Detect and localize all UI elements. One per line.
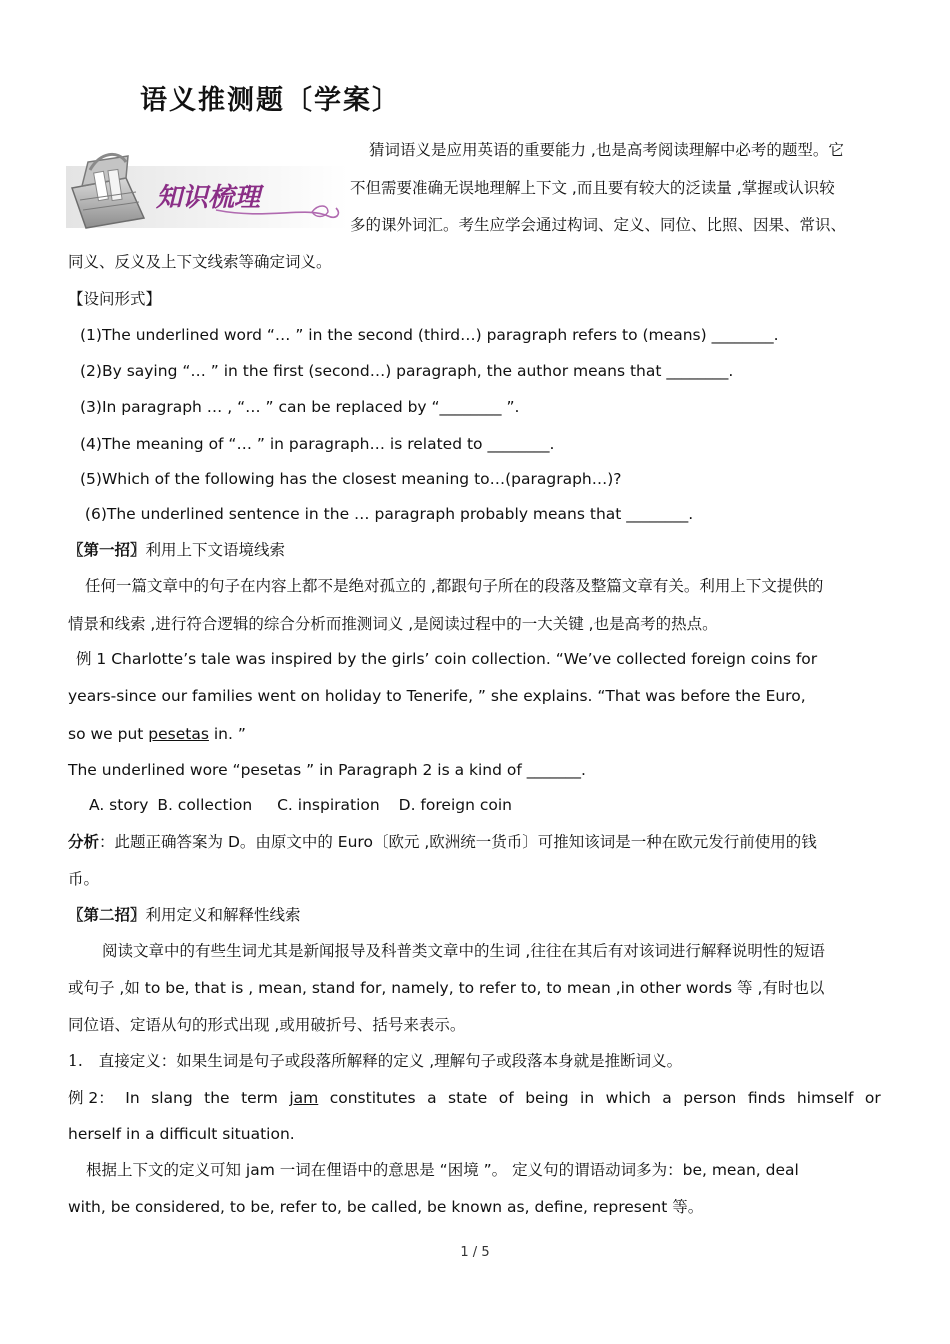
example2-word: person	[683, 1089, 737, 1107]
intro-line-3: 多的课外词汇。考生应学会通过构词、定义、同位、比照、因果、常识、	[350, 216, 847, 234]
intro-line-4: 同义、反义及上下文线索等确定词义。	[68, 253, 332, 271]
intro-line-2: 不但需要准确无误地理解上下文 ,而且要有较大的泛读量 ,掌握或认识较	[350, 179, 835, 197]
option-d: D. foreign coin	[398, 796, 512, 814]
example2-word: term	[241, 1089, 278, 1107]
question-form-item: (5)Which of the following has the closest meaning to…(paragraph…)?	[80, 470, 622, 488]
basket-icon	[66, 148, 348, 230]
example2-word: slang	[151, 1089, 193, 1107]
analysis-label: 分析	[68, 833, 100, 851]
tip2-para-line-3: 同位语、定语从句的形式出现 ,或用破折号、括号来表示。	[68, 1016, 466, 1034]
page-title: 语义推测题〔学案〕	[140, 85, 401, 116]
example2-line-2: herself in a difficult situation.	[68, 1125, 295, 1143]
intro-line-1: 猜词语义是应用英语的重要能力 ,也是高考阅读理解中必考的题型。它	[369, 141, 844, 159]
example2-word: the	[204, 1089, 230, 1107]
badge-label: 知识梳理	[156, 183, 261, 213]
example1-question: The underlined wore “pesetas ” in Paragraph 2 is a kind of _______.	[68, 761, 586, 779]
example2-word: state	[448, 1089, 488, 1107]
example2-line-1	[68, 1087, 881, 1109]
example2-word: In	[125, 1089, 140, 1107]
point-number: 1.	[68, 1052, 83, 1070]
example1-line-3-pre: so we put	[68, 725, 149, 743]
analysis-text: ：此题正确答案为 D。由原文中的 Euro〔欧元 ,欧洲统一货币〕可推知该词是一种在欧元发行前使用的钱	[99, 833, 817, 851]
knowledge-badge	[66, 148, 348, 230]
underlined-word-jam: jam	[289, 1089, 319, 1107]
example2-word: being	[525, 1089, 569, 1107]
example1-line-3	[68, 723, 246, 745]
conclusion-line-2: with, be considered, to be, refer to, be called, be known as, define, represent 等。	[68, 1198, 704, 1216]
tip1-heading-text: 利用上下文语境线索	[145, 541, 286, 559]
tip2-heading	[68, 904, 301, 926]
question-form-item: (1)The underlined word “… ” in the second (third…) paragraph refers to (means) ________.	[80, 326, 779, 344]
tip2-heading-label: 〖第二招〗	[68, 906, 146, 924]
tip1-para-line-1: 任何一篇文章中的句子在内容上都不是绝对孤立的 ,都跟句子所在的段落及整篇文章有关。利用上下文提供的	[85, 577, 824, 595]
analysis-line-2: 币。	[68, 870, 100, 888]
example2-word: in	[580, 1089, 595, 1107]
definition-point-1	[68, 1050, 682, 1072]
question-form-item: (6)The underlined sentence in the … paragraph probably means that ________.	[80, 505, 694, 523]
example1-options	[89, 794, 512, 816]
tip2-para-line-1: 阅读文章中的有些生词尤其是新闻报导及科普类文章中的生词 ,往往在其后有对该词进行解释说明性的短语	[102, 942, 825, 960]
example2-word: or	[864, 1089, 881, 1107]
tip1-para-line-2: 情景和线索 ,进行符合逻辑的综合分析而推测词义 ,是阅读过程中的一大关键 ,也是高考的热点。	[68, 615, 718, 633]
tip1-heading	[68, 539, 285, 561]
example2-word: which	[605, 1089, 651, 1107]
example2-word: constitutes	[329, 1089, 416, 1107]
example1-line-2: years-since our families went on holiday to Tenerife, ” she explains. “That was before the Euro,	[68, 687, 806, 705]
example2-word: a	[427, 1089, 437, 1107]
page-number: 1 / 5	[460, 1245, 490, 1260]
option-c: C. inspiration	[277, 796, 380, 814]
tip2-heading-text: 利用定义和解释性线索	[145, 906, 301, 924]
example1-line-3-post: in. ”	[208, 725, 246, 743]
question-form-item: (2)By saying “… ” in the first (second…) paragraph, the author means that ________.	[80, 362, 734, 380]
example2-word: finds	[747, 1089, 786, 1107]
example2-word: a	[662, 1089, 672, 1107]
question-forms-heading: 【设问形式】	[68, 290, 162, 308]
tip2-para-line-2: 或句子 ,如 to be, that is , mean, stand for, namely, to refer to, to mean ,in other words 等 ,有时也以	[68, 979, 825, 997]
example2-label: 例 2：	[68, 1089, 114, 1107]
analysis-line-1	[68, 831, 817, 853]
example1-line-1: 例 1 Charlotte’s tale was inspired by the girls’ coin collection. “We’ve collected foreign coins for	[76, 650, 818, 668]
point-text: 直接定义：如果生词是句子或段落所解释的定义 ,理解句子或段落本身就是推断词义。	[98, 1052, 683, 1070]
question-form-item: (4)The meaning of “… ” in paragraph… is related to ________.	[80, 435, 555, 453]
example2-word: of	[498, 1089, 514, 1107]
example2-word: himself	[796, 1089, 854, 1107]
conclusion-line-1: 根据上下文的定义可知 jam 一词在俚语中的意思是 “困境 ”。 定义句的谓语动词多为：be, mean, deal	[86, 1161, 799, 1179]
question-form-item: (3)In paragraph … , “… ” can be replaced by “________ ”.	[80, 398, 520, 416]
tip1-heading-label: 〖第一招〗	[68, 541, 146, 559]
option-a: A. story	[89, 796, 149, 814]
underlined-word-pesetas: pesetas	[148, 725, 209, 743]
option-b: B. collection	[157, 796, 253, 814]
